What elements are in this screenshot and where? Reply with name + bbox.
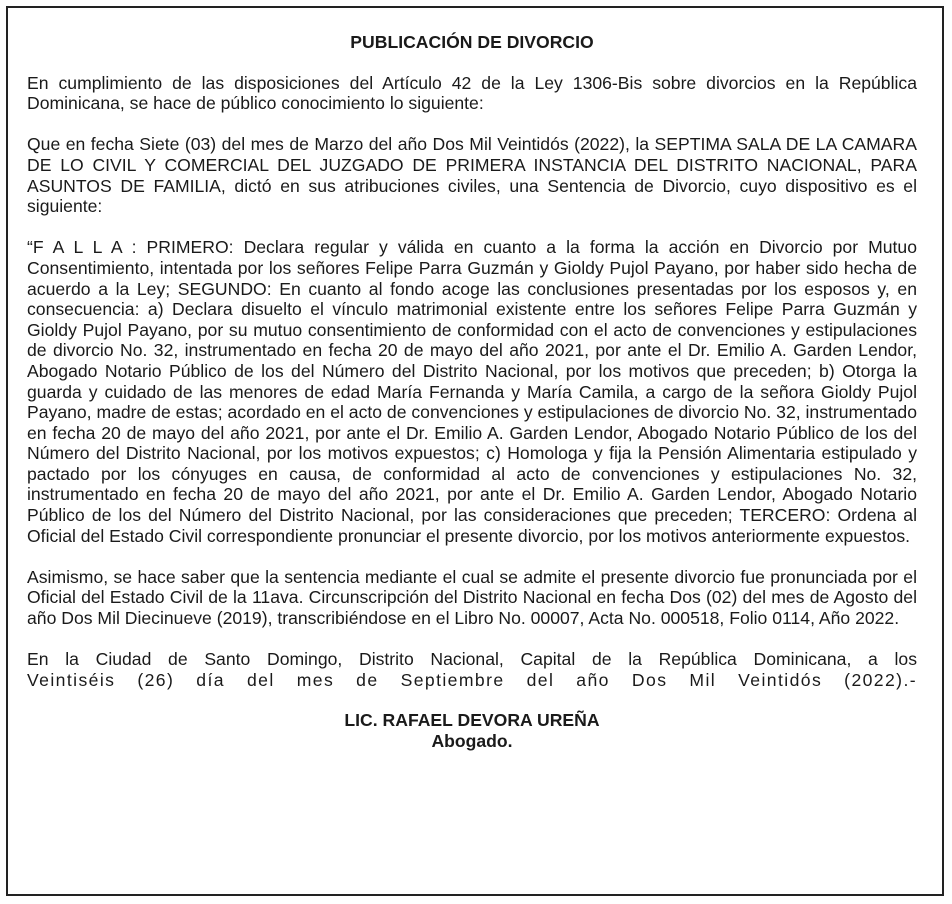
ciudad-line-1: En la Ciudad de Santo Domingo, Distrito Nacional, Capital de la República Dominicana, a los (27, 649, 917, 670)
asimismo-paragraph: Asimismo, se hace saber que la sentencia mediante el cual se admite el presente divorcio fue pronunciada por el Oficial del Estado Civil de la 11ava. Circunscripción del Distrito Nacional en fecha Dos (02) del mes de Agosto del año Dos Mil Diecinueve (2019), transcribiéndose en el Libro No. 00007, Acta No. 000518, Folio 0114, Año 2022. (27, 566, 917, 629)
signature-role: Abogado. (431, 731, 513, 752)
page-title: PUBLICACIÓN DE DIVORCIO (350, 32, 594, 52)
ciudad-line-2: Veintiséis (26) día del mes de Septiembre del año Dos Mil Veintidós (2022).- (27, 669, 917, 690)
signature-block (27, 710, 917, 752)
intro-paragraph: En cumplimiento de las disposiciones del Artículo 42 de la Ley 1306-Bis sobre divorcios en la República Dominicana, se hace de público conocimiento lo siguiente: (27, 72, 917, 114)
falla-paragraph: “F A L L A : PRIMERO: Declara regular y válida en cuanto a la forma la acción en Divorcio por Mutuo Consentimiento, intentada por los señores Felipe Parra Guzmán y Gioldy Pujol Payano, por haber sido hecha de acuerdo a la Ley; SEGUNDO: En cuanto al fondo acoge las conclusiones presentadas por los esposos y, en consecuencia: a) Declara disuelto el vínculo matrimonial existente entre los señores Felipe Parra Guzmán y Gioldy Pujol Payano, por su mutuo consentimiento de conformidad con el acto de convenciones y estipulaciones de divorcio No. 32, instrumentado en fecha 20 de mayo del año 2021, por ante el Dr. Emilio A. Garden Lendor, Abogado Notario Público de los del Número del Distrito Nacional, por los motivos que preceden; b) Otorga la guarda y cuidado de las menores de edad María Fernanda y María Camila, a cargo de la señora Gioldy Pujol Payano, madre de estas; acordado en el acto de convenciones y estipulaciones de divorcio No. 32, instrumentado en fecha 20 de mayo del año 2021, por ante el Dr. Emilio A. Garden Lendor, Abogado Notario Público de los del Número del Distrito Nacional, por los motivos expuestos; c) Homologa y fija la Pensión Alimentaria estipulado y pactado por los cónyuges en causa, de conformidad al acto de convenciones y estipulaciones No. 32, instrumentado en fecha 20 de mayo del año 2021, por ante el Dr. Emilio A. Garden Lendor, Abogado Notario Público de los del Número del Distrito Nacional, por las consideraciones que preceden; TERCERO: Ordena al Oficial del Estado Civil correspondiente pronunciar el presente divorcio, por los motivos anteriormente expuestos. (27, 237, 918, 546)
ciudad-paragraph (27, 649, 917, 690)
signature-name: LIC. RAFAEL DEVORA UREÑA (344, 710, 600, 731)
publication-content (27, 32, 917, 752)
fecha-paragraph: Que en fecha Siete (03) del mes de Marzo del año Dos Mil Veintidós (2022), la SEPTIMA SALA DE LA CAMARA DE LO CIVIL Y COMERCIAL DEL JUZGADO DE PRIMERA INSTANCIA DEL DISTRITO NACIONAL, PARA ASUNTOS DE FAMILIA, dictó en sus atribuciones civiles, una Sentencia de Divorcio, cuyo dispositivo es el siguiente: (27, 134, 917, 217)
